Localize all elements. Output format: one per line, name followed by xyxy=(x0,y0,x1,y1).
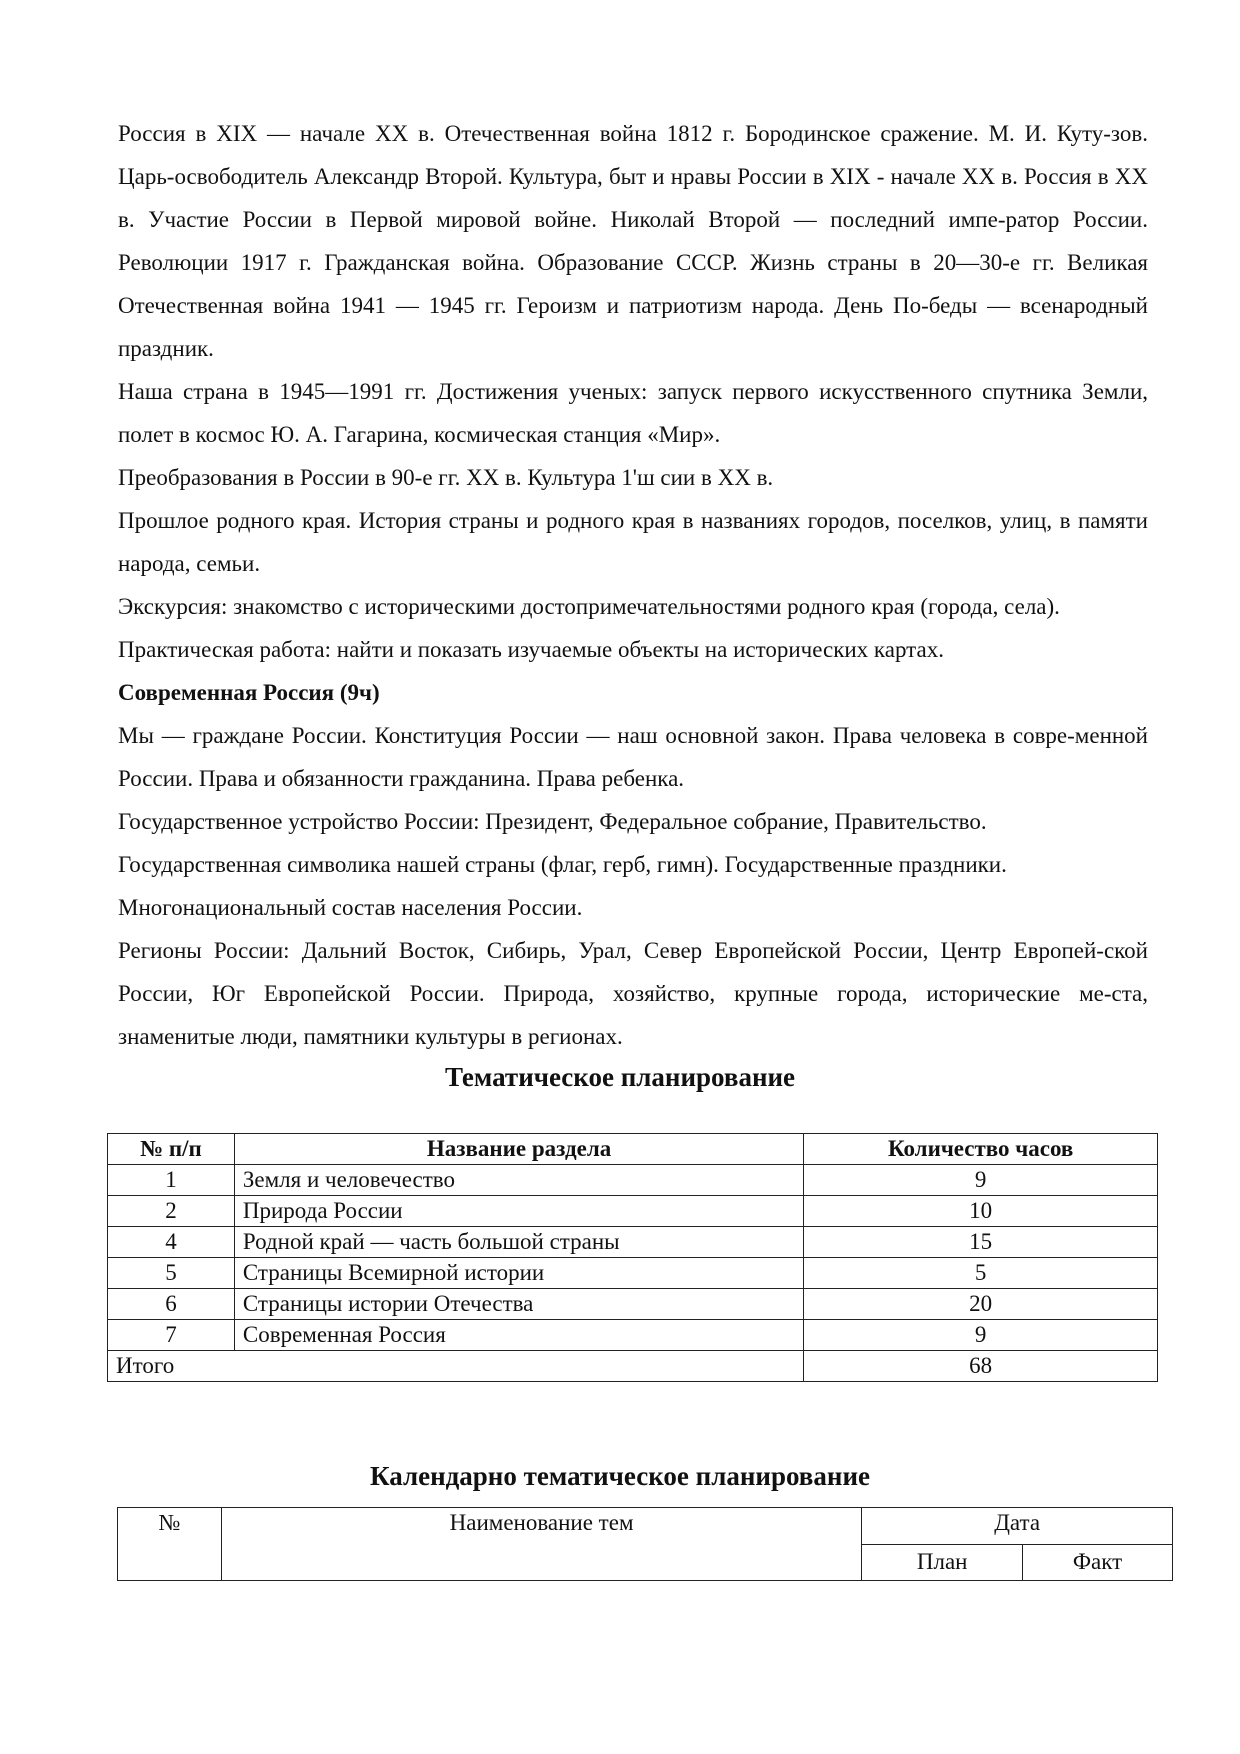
paragraph: Прошлое родного края. История страны и родного края в названиях городов, поселков, улиц, в памяти народа, семьи. xyxy=(118,508,1148,576)
row-section-name: Современная Россия xyxy=(234,1320,803,1351)
paragraph: Мы — граждане России. Конституция России — наш основной закон. Права человека в совре-менной России. Права и обязанности гражданина. Права ребенка. xyxy=(118,723,1148,791)
row-section-name: Земля и человечество xyxy=(234,1165,803,1196)
row-hours: 20 xyxy=(804,1289,1158,1320)
table-row xyxy=(108,1196,1158,1227)
row-section-name: Страницы Всемирной истории xyxy=(234,1258,803,1289)
table-row xyxy=(108,1289,1158,1320)
table-total-row xyxy=(108,1351,1158,1382)
table-row xyxy=(108,1320,1158,1351)
row-number: 6 xyxy=(108,1289,235,1320)
row-section-name: Страницы истории Отечества xyxy=(234,1289,803,1320)
total-hours: 68 xyxy=(804,1351,1158,1382)
paragraph: Практическая работа: найти и показать изучаемые объекты на исторических картах. xyxy=(118,637,944,662)
row-hours: 9 xyxy=(804,1165,1158,1196)
header-plan: План xyxy=(862,1544,1023,1581)
table-header-row xyxy=(118,1508,1173,1545)
header-number: № xyxy=(118,1508,222,1581)
paragraph: Государственная символика нашей страны (флаг, герб, гимн). Государственные праздники. xyxy=(118,852,1007,877)
header-hours: Количество часов xyxy=(804,1134,1158,1165)
calendar-plan-title: Календарно тематическое планирование xyxy=(369,1461,870,1491)
paragraph: Регионы России: Дальний Восток, Сибирь, Урал, Север Европейской России, Центр Европей-ской России, Юг Европейской России. Природа, хозяйство, крупные города, исторические ме-ста, знаменитые люди, памятники культуры в регионах. xyxy=(118,938,1148,1049)
total-label: Итого xyxy=(108,1351,804,1382)
table-row xyxy=(108,1258,1158,1289)
header-section-name: Название раздела xyxy=(234,1134,803,1165)
paragraph: Преобразования в России в 90-е гг. XX в. Культура 1'ш сии в XX в. xyxy=(118,465,774,490)
table-row xyxy=(108,1227,1158,1258)
row-section-name: Родной край — часть большой страны xyxy=(234,1227,803,1258)
header-number: № п/п xyxy=(108,1134,235,1165)
table-header-row xyxy=(108,1134,1158,1165)
row-hours: 9 xyxy=(804,1320,1158,1351)
paragraph: Экскурсия: знакомство с историческими достопримечательностями родного края (города, села). xyxy=(118,594,1060,619)
calendar-plan-table xyxy=(117,1507,1173,1581)
paragraph: Россия в XIX — начале XX в. Отечественная война 1812 г. Бородинское сражение. М. И. Куту-зов. Царь-освободитель Александр Второй. Культура, быт и нравы России в XIX - начале XX в. Россия в XX в. Участие России в Первой мировой войне. Николай Второй — последний импе-ратор России. Революции 1917 г. Гражданская война. Образование СССР. Жизнь страны в 20—30-е гг. Великая Отечественная война 1941 — 1945 гг. Героизм и патриотизм народа. День По-беды — всенародный праздник. xyxy=(118,121,1148,361)
row-number: 1 xyxy=(108,1165,235,1196)
thematic-plan-title: Тематическое планирование xyxy=(444,1062,796,1092)
paragraph: Многонациональный состав населения России. xyxy=(118,895,583,920)
paragraph: Наша страна в 1945—1991 гг. Достижения ученых: запуск первого искусственного спутника Земли, полет в космос Ю. А. Гагарина, космическая станция «Мир». xyxy=(118,379,1148,447)
section-heading: Современная Россия (9ч) xyxy=(118,680,380,705)
row-hours: 5 xyxy=(804,1258,1158,1289)
row-number: 5 xyxy=(108,1258,235,1289)
row-number: 7 xyxy=(108,1320,235,1351)
header-date: Дата xyxy=(862,1508,1173,1545)
row-hours: 15 xyxy=(804,1227,1158,1258)
body-text xyxy=(118,112,1148,1058)
paragraph: Государственное устройство России: Президент, Федеральное собрание, Правительство. xyxy=(118,809,987,834)
row-number: 4 xyxy=(108,1227,235,1258)
row-section-name: Природа России xyxy=(234,1196,803,1227)
row-hours: 10 xyxy=(804,1196,1158,1227)
thematic-plan-table xyxy=(107,1133,1158,1382)
header-topic-name: Наименование тем xyxy=(221,1508,861,1581)
table-row xyxy=(108,1165,1158,1196)
row-number: 2 xyxy=(108,1196,235,1227)
header-fact: Факт xyxy=(1023,1544,1173,1581)
